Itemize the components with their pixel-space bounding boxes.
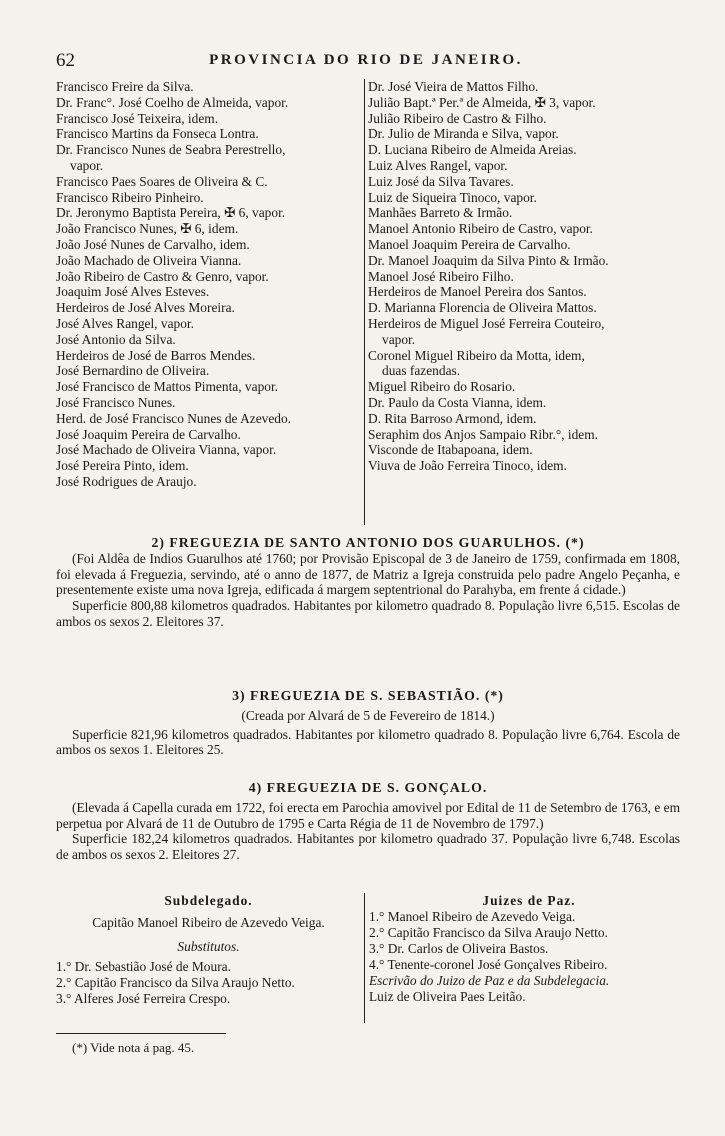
- list-item: Herd. de José Francisco Nunes de Azevedo.: [56, 410, 292, 426]
- list-item: Luiz Alves Rangel, vapor.: [368, 157, 508, 173]
- list-item: Visconde de Itabapoana, idem.: [368, 442, 533, 458]
- list-item: Herdeiros de José de Barros Mendes.: [56, 347, 256, 363]
- list-item: Julião Ribeiro de Castro & Filho.: [368, 110, 547, 126]
- list-item: José Pereira Pinto, idem.: [56, 458, 189, 474]
- list-item: Dr. Francisco Nunes de Seabra Perestrello,: [56, 142, 286, 158]
- list-item: José Joaquim Pereira de Carvalho.: [56, 426, 241, 442]
- list-item: D. Luciana Ribeiro de Almeida Areias.: [368, 142, 577, 158]
- subdelegado-name: Capitão Manoel Ribeiro de Azevedo Veiga.: [92, 915, 325, 930]
- subdelegado-heading: Subdelegado.: [164, 893, 253, 908]
- section-history: (Creada por Alvará de 5 de Fevereiro de 1814.): [241, 707, 495, 723]
- right-column: [364, 79, 690, 525]
- section-history: (Elevada á Capella curada em 1722, foi erecta em Parochia amovivel por Edital de 11 de Setembro de 1763, e em perpetua por Alvará de 11 de Outubro de 1795 e Carta Régia de 11 de Novembro de 1797.): [56, 799, 680, 831]
- list-item: 1.° Manoel Ribeiro de Azevedo Veiga.: [369, 909, 576, 924]
- subdelegado-column: [56, 893, 361, 1007]
- list-item: Manoel José Ribeiro Filho.: [368, 268, 514, 284]
- list-item: João Machado de Oliveira Vianna.: [56, 252, 242, 268]
- list-item: Julião Bapt.ª Per.ª de Almeida, ✠ 3, vapor.: [368, 94, 596, 110]
- list-item: 2.° Capitão Francisco da Silva Araujo Netto.: [369, 925, 608, 940]
- list-item: Luiz José da Silva Tavares.: [368, 173, 514, 189]
- list-item: Dr. Paulo da Costa Vianna, idem.: [368, 394, 547, 410]
- list-item: Manoel Joaquim Pereira de Carvalho.: [368, 236, 571, 252]
- list-item: Coronel Miguel Ribeiro da Motta, idem,: [368, 347, 585, 363]
- list-item: Manhães Barreto & Irmão.: [368, 205, 513, 221]
- juizes-column: [364, 893, 689, 1023]
- list-item: Dr. Julio de Miranda e Silva, vapor.: [368, 126, 559, 142]
- escrivao-name: Luiz de Oliveira Paes Leitão.: [369, 989, 526, 1004]
- list-item: Herdeiros de Manoel Pereira dos Santos.: [368, 284, 587, 300]
- list-item: 2.° Capitão Francisco da Silva Araujo Netto.: [56, 975, 295, 990]
- list-item: Miguel Ribeiro do Rosario.: [368, 379, 516, 395]
- list-item: José Francisco Nunes.: [56, 394, 176, 410]
- footnote-rule: [56, 1033, 226, 1034]
- list-item: José Francisco de Mattos Pimenta, vapor.: [56, 379, 279, 395]
- list-item: Viuva de João Ferreira Tinoco, idem.: [368, 458, 567, 474]
- list-item: Herdeiros de José Alves Moreira.: [56, 300, 235, 316]
- list-item: Dr. Franc°. José Coelho de Almeida, vapor.: [56, 94, 289, 110]
- list-item: José Alves Rangel, vapor.: [56, 315, 194, 331]
- list-item: Herdeiros de Miguel José Ferreira Couteiro,: [368, 315, 605, 331]
- page-header: [56, 50, 676, 72]
- list-item: 3.° Dr. Carlos de Oliveira Bastos.: [369, 941, 549, 956]
- escrivao-heading: Escrivão do Juizo de Paz e da Subdelegacia.: [369, 973, 610, 988]
- list-item: Manoel Antonio Ribeiro de Castro, vapor.: [368, 221, 594, 237]
- list-item: duas fazendas.: [382, 363, 461, 379]
- list-item: 3.° Alferes José Ferreira Crespo.: [56, 991, 231, 1006]
- list-item: 4.° Tenente-coronel José Gonçalves Ribeiro.: [369, 957, 608, 972]
- section-title: 4) FREGUEZIA DE S. GONÇALO.: [248, 780, 488, 795]
- list-item: Francisco Martins da Fonseca Lontra.: [56, 126, 259, 142]
- running-title: PROVINCIA DO RIO DE JANEIRO.: [209, 52, 523, 68]
- list-item: Seraphim dos Anjos Sampaio Ribr.°, idem.: [368, 426, 599, 442]
- section-title: 3) FREGUEZIA DE S. SEBASTIÃO. (*): [232, 688, 504, 703]
- list-item: João Francisco Nunes, ✠ 6, idem.: [56, 221, 239, 237]
- list-item: Joaquim José Alves Esteves.: [56, 284, 210, 300]
- list-item: D. Marianna Florencia de Oliveira Mattos.: [368, 300, 597, 316]
- left-column: [56, 79, 360, 490]
- list-item: Francisco Ribeiro Pinheiro.: [56, 189, 204, 205]
- section-stats: Superficie 821,96 kilometros quadrados. Habitantes por kilometro quadrado 8. População livre 6,764. Escola de ambos os sexos 1. Eleitores 25.: [56, 726, 680, 758]
- list-item: João Ribeiro de Castro & Genro, vapor.: [56, 268, 269, 284]
- section-goncalo: [56, 780, 680, 863]
- list-item: Francisco Paes Soares de Oliveira & C.: [56, 173, 268, 189]
- list-item: 1.° Dr. Sebastião José de Moura.: [56, 959, 231, 974]
- list-item: Dr. José Vieira de Mattos Filho.: [368, 79, 539, 94]
- list-item: João José Nunes de Carvalho, idem.: [56, 236, 250, 252]
- list-item: Francisco Freire da Silva.: [56, 79, 194, 94]
- list-item: D. Rita Barroso Armond, idem.: [368, 410, 537, 426]
- section-history: (Foi Aldêa de Indios Guarulhos até 1760; por Provisão Episcopal de 3 de Janeiro de 1759, confirmada em 1808, foi elevada á Freguezia, servindo, até o anno de 1877, de Matriz a Igreja construida pelo padre Angelo Peçanha, e presentemente existe uma nova Igreja, edificada á margem septentrional do Parahyba, em frente á cidade.): [56, 550, 680, 598]
- list-item: José Antonio da Silva.: [56, 331, 176, 347]
- two-column-list: [56, 79, 684, 529]
- list-item: José Rodrigues de Araujo.: [56, 473, 197, 489]
- section-sebastiao: [56, 688, 680, 758]
- footnote: (*) Vide nota á pag. 45.: [72, 1040, 195, 1055]
- substitutos-list: [56, 959, 361, 1007]
- page-number: 62: [56, 50, 75, 71]
- section-guarulhos: [56, 535, 680, 630]
- section-stats: Superficie 182,24 kilometros quadrados. Habitantes por kilometro quadrado 37. População livre 6,748. Escolas de ambos os sexos 2. Eleitores 27.: [56, 831, 680, 863]
- juizes-list: [369, 909, 689, 973]
- list-item: Luiz de Siqueira Tinoco, vapor.: [368, 189, 537, 205]
- list-item: vapor.: [70, 157, 104, 173]
- list-item: Dr. Jeronymo Baptista Pereira, ✠ 6, vapor.: [56, 205, 286, 221]
- list-item: Francisco José Teixeira, idem.: [56, 110, 219, 126]
- list-item: vapor.: [382, 331, 416, 347]
- section-stats: Superficie 800,88 kilometros quadrados. Habitantes por kilometro quadrado 8. População livre 6,515. Escolas de ambos os sexos 2. Eleitores 37.: [56, 598, 680, 629]
- section-title: 2) FREGUEZIA DE SANTO ANTONIO DOS GUARULHOS. (*): [151, 535, 585, 550]
- juizes-heading: Juizes de Paz.: [482, 893, 576, 908]
- list-item: Dr. Manoel Joaquim da Silva Pinto & Irmão.: [368, 252, 609, 268]
- substitutos-heading: Substitutos.: [177, 939, 240, 954]
- list-item: José Machado de Oliveira Vianna, vapor.: [56, 442, 277, 458]
- list-item: José Bernardino de Oliveira.: [56, 363, 210, 379]
